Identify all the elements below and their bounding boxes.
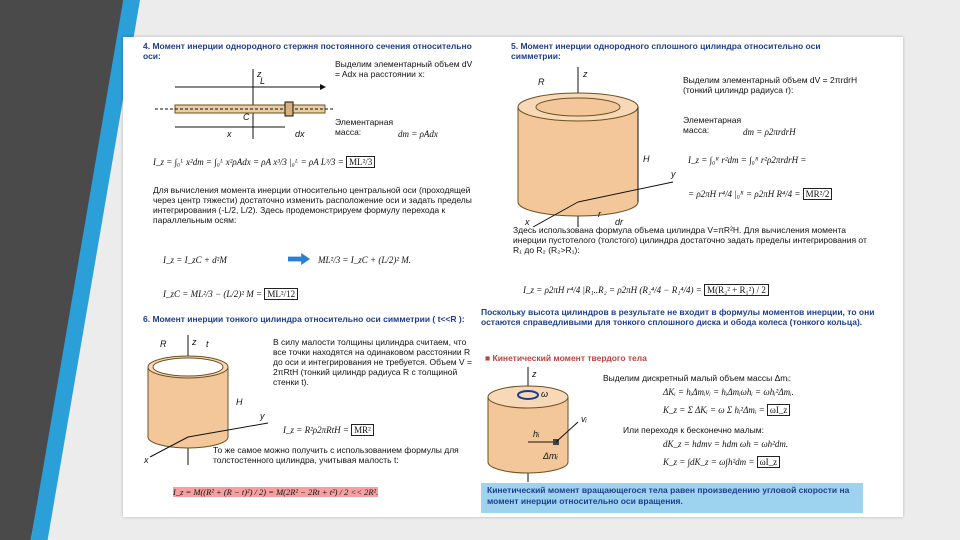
kinetic-f2-result: ωI_z	[767, 404, 790, 416]
cylinder-note: Поскольку высота цилиндров в результате не входит в формулы моментов инерции, то они остаются справедливыми для тонкого сплошного диска и обода колеса (тонкого кольца).	[481, 307, 875, 327]
arrow-icon	[288, 253, 310, 265]
cyl6-label-z: z	[192, 337, 197, 347]
section-5-heading: 5. Момент инерции однородного сплошного цилиндра относительно оси симметрии:	[511, 41, 821, 61]
kinetic-f1: ΔKᵢ = hᵢΔmᵢvᵢ = hᵢΔmᵢωhᵢ = ωhᵢ²Δmᵢ.	[663, 387, 794, 397]
cyl5-label-h: H	[643, 154, 650, 164]
section-5-hollow: I_z = ρ2πH r⁴/4 |R₁..R₂ = ρ2πH (R₂⁴/4 − R₁⁴/4) = M(R₂² + R₁²) / 2	[523, 285, 769, 295]
section-4-element-text: Выделим элементарный объем dV = Adx на расстоянии x:	[335, 59, 473, 79]
rod-label-dx: dx	[295, 129, 305, 139]
kinetic-text2: Или переходя к бесконечно малым:	[623, 425, 764, 435]
cyl5-label-r-big: R	[538, 77, 545, 87]
section-4-paragraph: Для вычисления момента инерции относительно центральной оси (проходящей через центр тяжести) достаточно изменить расположение оси и задать пределы интегрирования (-L/2, L/2). Здесь продемонстрируем формулу перехода к параллельным осям:	[153, 185, 472, 225]
section-6-formula: I_z = R²ρ2πRtH = MR²	[283, 425, 374, 435]
rod-label-l: L	[260, 76, 266, 86]
kin-label-z: z	[532, 369, 537, 379]
slide-content	[123, 37, 903, 517]
section-4-heading: 4. Момент инерции однородного стержня постоянного сечения относительно оси:	[143, 41, 472, 61]
rod-label-x: x	[227, 129, 232, 139]
section-4-parallel-result: ML²/3 = I_zC + (L/2)² M.	[318, 255, 412, 265]
section-4-center-formula: I_zC = ML²/3 − (L/2)² M = ML²/12	[163, 289, 298, 299]
kinetic-f2: K_z = Σ ΔKᵢ = ω Σ hᵢ²Δmᵢ = ωI_z	[663, 405, 790, 415]
cyl5-label-y: y	[671, 169, 676, 179]
section-5-element-text: Выделим элементарный объем dV = 2πrdrH (тонкий цилиндр радиуса r):	[683, 75, 858, 95]
section-5-integral-result: MR²/2	[803, 188, 833, 200]
kinetic-text1: Выделим дискретный малый объем массы Δmᵢ:	[603, 373, 792, 383]
cyl6-label-t: t	[206, 339, 209, 349]
cyl5-label-r: r	[598, 209, 601, 219]
cyl6-label-h: H	[236, 397, 243, 407]
section-5-mass-formula: dm = ρ2πrdrH	[743, 127, 796, 137]
section-6-thick: I_z = M((R² + (R − t)²) / 2) = M(2R² − 2Rt + t²) / 2 << 2R².	[173, 487, 379, 497]
kinetic-f4-result: ωI_z	[757, 456, 780, 468]
kinetic-conclusion-band: Кинетический момент вращающегося тела равен произведению угловой скорости на момент инерции относительно оси вращения.	[481, 483, 863, 513]
section-4-center-result: ML²/12	[264, 288, 298, 300]
kinetic-diagram	[483, 367, 608, 482]
cyl6-label-y: y	[260, 411, 265, 421]
section-6-paragraph: В силу малости толщины цилиндра считаем, что все точки находятся на одинаковом расстоянии R до оси и интегрирования не требуется. Объем V = 2πRtH (тонкий цилиндр радиуса R с толщиной стенки t).	[273, 337, 472, 387]
kin-label-omega: ω	[541, 389, 549, 399]
kinetic-f4: K_z = ∫dK_z = ω∫h²dm = ωI_z	[663, 457, 780, 467]
section-6-paragraph2: То же самое можно получить с использованием формулы для толстостенного цилиндра, учитывая малость t:	[213, 445, 459, 465]
section-5-integral2: = ρ2πH r⁴/4 |₀ᴿ = ρ2πH R⁴/4 = MR²/2	[688, 189, 832, 199]
section-5-mass-label: Элементарная масса:	[683, 115, 742, 135]
rod-label-c: C	[243, 112, 250, 122]
kinetic-heading: ■ Кинетический момент твердого тела	[485, 353, 647, 363]
cyl5-label-z: z	[583, 69, 588, 79]
section-5-paragraph: Здесь использована формула объема цилиндра V=πR²H. Для вычисления момента инерции пустотелого (толстого) цилиндра достаточно задать пределы интегрирования от R₁ до R₂ (R₂>R₁):	[513, 225, 867, 255]
section-4-integral-result: ML²/3	[346, 156, 375, 168]
section-6-heading: 6. Момент инерции тонкого цилиндра относительно оси симметрии ( t<<R ):	[143, 314, 465, 324]
section-5-integral: I_z = ∫₀ᴿ r²dm = ∫₀ᴿ r²ρ2πrdrH =	[688, 155, 807, 165]
kinetic-f3: dK_z = hdmv = hdm ωh = ωh²dm.	[663, 439, 789, 449]
rod-diagram	[145, 67, 335, 142]
section-4-parallel-formula: I_z = I_zC + d²M	[163, 255, 227, 265]
kin-label-dm: Δmᵢ	[543, 451, 558, 461]
section-4-integral: I_z = ∫₀ᴸ x²dm = ∫₀ᴸ x²ρAdx = ρA x³/3 |₀ᴸ = ρA L³/3 = ML²/3	[153, 157, 375, 167]
solid-cylinder-diagram	[503, 67, 683, 227]
section-5-hollow-result: M(R₂² + R₁²) / 2	[704, 284, 769, 296]
left-dark-stripe	[0, 0, 128, 540]
section-6-formula-result: MR²	[351, 424, 374, 436]
section-4-mass-label: Элементарная масса:	[335, 117, 394, 137]
cyl6-label-x: x	[144, 455, 149, 465]
cyl6-label-r-big: R	[160, 339, 167, 349]
rod-label-z: z	[257, 69, 262, 79]
section-4-mass-formula: dm = ρAdx	[398, 129, 438, 139]
kin-label-v: vᵢ	[581, 414, 587, 424]
kin-label-h: hᵢ	[533, 429, 540, 439]
cyl5-label-x: x	[525, 217, 530, 227]
cyl5-label-dr: dr	[615, 217, 624, 227]
